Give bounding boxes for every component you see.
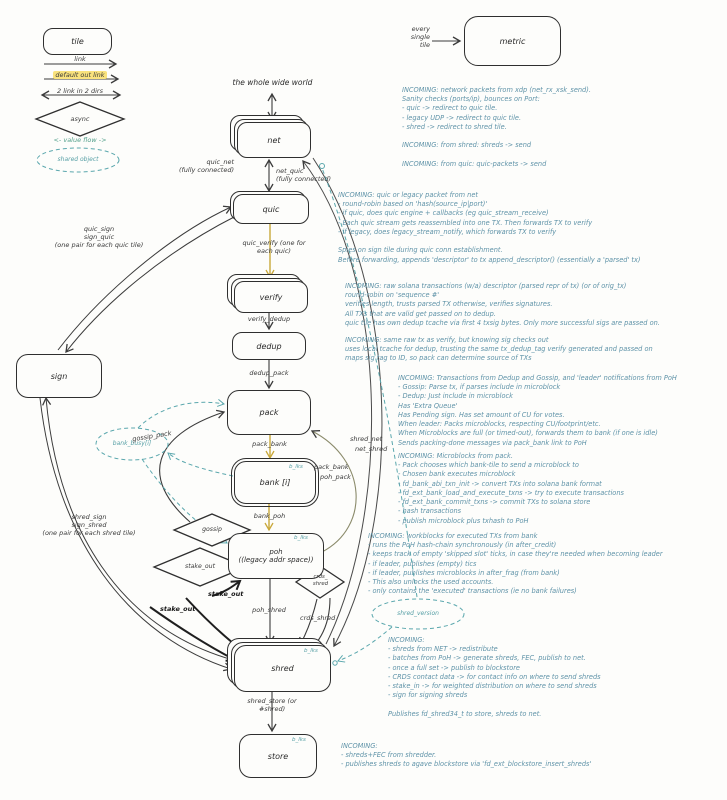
note-shred: INCOMING: - shreds from NET -> redistribute - batches from PoH -> generate shreds, FEC, publish to net. - once a full set -> publish to blockstore - CRDS contact data -> for contact info on where to send shreds - stake_in -> for weighted distribution on where to send shreds - sign for signing shreds Publishes fd_shred34_t to store, shreds to net.: [388, 636, 601, 718]
shred-blks-badge: b_lks: [304, 648, 318, 654]
quic-label: quic: [262, 204, 280, 214]
edge-pack-bank: pack_bank: [252, 440, 287, 448]
crds-shred-diamond-label: crds_ shred: [312, 574, 329, 587]
note-quic: INCOMING: quic or legacy packet from net - round-robin based on 'hash(source_ip|port)' - if quic, does quic engine + callbacks (eg quic_stream_receive) - Each quic stream gets reassembled into one TX. Then forwards TX to verify - if legacy, does legacy_stream_notify, which forwards TX to verify Spies on sign tile during quic conn establishment. Before forwarding, appends 'descriptor' to tx append_descriptor() (essentially a 'parsed' tx): [338, 191, 641, 264]
edge-dedup-pack: dedup_pack: [249, 369, 289, 377]
edge-shred-sign: shred_sign sign_shred (one pair for each shred tile): [42, 513, 136, 538]
verify-tile-stack: [234, 281, 306, 311]
gossip-diamond-label: gossip: [202, 526, 222, 533]
edge-poh-shred: poh_shred: [252, 606, 286, 614]
note-bank: INCOMING: Microblocks from pack. - Pack chooses which bank-tile to send a microblock to - Chosen bank executes microblock - fd_bank_abi_txn_init -> convert TXs into solana bank format - fd_ext_bank_load_and_execute_txns -> try to execute transactions - fd_ext_bank_commit_txns -> commit TXs to solana store - hash transactions - publish microblock plus txhash to PoH: [398, 452, 624, 525]
verify-label: verify: [259, 292, 283, 302]
edge-poh-pack: poh_pack: [320, 473, 351, 481]
poh-blks-badge: b_lks: [294, 535, 308, 541]
note-verify: INCOMING: raw solana transactions (w/a) descriptor (parsed repr of tx) (or of orig_tx) round-robin on 'sequence #' verifies length, trusts parsed TX otherwise, verifies signatures. All TXs that are valid get passed on to dedup. quic tile has own dedup tcache via first 4 txsig bytes. Only more successful sigs are passed on.: [345, 282, 660, 327]
quic-tile: [233, 194, 309, 224]
edge-quic-sign: quic_sign sign_quic (one pair for each quic tile): [54, 225, 144, 250]
dedup-label: dedup: [256, 341, 282, 351]
sign-tile: [16, 354, 102, 398]
legend-shared-object-label: shared object: [57, 156, 99, 163]
dedup-tile: [232, 332, 306, 360]
world-label: the whole wide world: [232, 78, 313, 87]
edge-shred-net: shred_net: [350, 435, 383, 443]
shred-version-label: shred_version: [397, 610, 439, 617]
note-poh: INCOMING: workblocks for executed TXs from bank - runs the PoH hash-chain synchronously (in after_credit) - keeps track of empty 'skipped slot' ticks, in case they're needed when becoming leader - if leader, publishes (empty) tics - if leader, publishes microblocks in after_frag (from bank) - This also unlocks the used accounts. - only contains the 'executed' transactions (ie no bank failures): [368, 532, 663, 596]
poh-tile: [228, 533, 324, 579]
verify-tile: [234, 281, 308, 313]
arrow-poh-pack: [312, 431, 356, 552]
net-tile-stack: [237, 122, 309, 156]
store-label: store: [267, 751, 289, 761]
edge-quic-verify: quic_verify (one for each quic): [242, 239, 306, 256]
poh-label: poh ((legacy addr space)): [238, 548, 314, 564]
metric-label: metric: [499, 36, 526, 46]
bank-blks-badge: b_lks: [289, 464, 303, 470]
metric-tile: [464, 16, 561, 66]
sign-label: sign: [50, 371, 68, 381]
legend-tile-label: tile: [71, 37, 84, 46]
stake-out-diamond-label: stake_out: [184, 563, 216, 570]
quic-tile-stack: [233, 194, 307, 222]
bank-busy-label: bank_busy[i]: [112, 440, 152, 447]
note-dedup: INCOMING: same raw tx as verify, but knowing sig checks out uses local tcache for dedup, trusting the same tx_dedup_tag verify generated and passed on maps sig tag to ID, so pack can determine source of TXs: [345, 336, 653, 363]
edge-pack-bank-right: pack_bank: [314, 463, 349, 471]
pack-tile: [227, 390, 311, 435]
legend-link-label: link: [74, 55, 86, 63]
bank-tile: [234, 461, 316, 504]
edge-crds-shred: crds_shred: [300, 614, 336, 622]
pack-label: pack: [259, 408, 279, 417]
legend-default-out-link: [42, 71, 118, 79]
edge-gossip-pack: gossip_pack: [131, 429, 172, 444]
store-blks-badge: b_lks: [292, 737, 306, 743]
edge-bank-poh: bank_poh: [253, 512, 286, 520]
link-bankbusy-pack: [138, 402, 224, 428]
net-label: net: [267, 135, 281, 145]
legend-value-flow-label: <- value flow ->: [53, 136, 107, 144]
bank-label: bank [i]: [259, 478, 291, 487]
every-single-tile-caption: every single tile: [410, 25, 430, 50]
shred-label: shred: [271, 664, 294, 673]
note-store: INCOMING: - shreds+FEC from shredder. - publishes shreds to agave blockstore via 'fd_ext_blockstore_insert_shreds': [341, 742, 592, 769]
link-shredversion-shred: [338, 627, 392, 661]
legend-two-dirs-label: 2 link in 2 dirs: [57, 87, 103, 95]
edge-stake-out-b: stake_out: [160, 605, 196, 613]
edge-verify-dedup: verify_dedup: [247, 315, 291, 323]
edge-stake-out-a: stake_out: [208, 590, 244, 598]
legend-default-out-label: default out link: [55, 71, 105, 79]
edge-quic-net: quic_net (fully connected): [178, 158, 234, 175]
edge-net-shred: net_shred: [355, 445, 388, 453]
shredversion-read-dot2: [333, 661, 337, 665]
edge-shred-store: shred_store (or #shred): [247, 697, 297, 714]
legend-tile-box: [43, 28, 112, 55]
note-net: INCOMING: network packets from xdp (net_rx_xsk_send). Sanity checks (ports/ip), bounces on Port: - quic -> redirect to quic tile. - legacy UDP -> redirect to quic tile. - shred -> redirect to shred tile. INCOMING: from shred: shreds -> send INCOMING: from quic: quic-packets -> send: [402, 86, 591, 168]
net-tile: [237, 122, 311, 158]
link-bank-bankbusy: [168, 453, 233, 476]
note-pack: INCOMING: Transactions from Dedup and Gossip, and 'leader' notifications from PoH - Gossip: Parse tx, if parses include in microblock - Dedup: Just include in microblock Has 'Extra Queue' Has Pending sign. Has set amount of CU for votes. When leader: Packs microblocks, respecting CU/footprint/etc. When Microblocks are full (or timed-out), forwards them to bank (if one is idle) Sends packing-done messages via pack_bank link to PoH: [398, 374, 677, 447]
legend-async-label: async: [70, 115, 90, 123]
edge-net-quic: net_quic (fully connected): [276, 167, 332, 184]
